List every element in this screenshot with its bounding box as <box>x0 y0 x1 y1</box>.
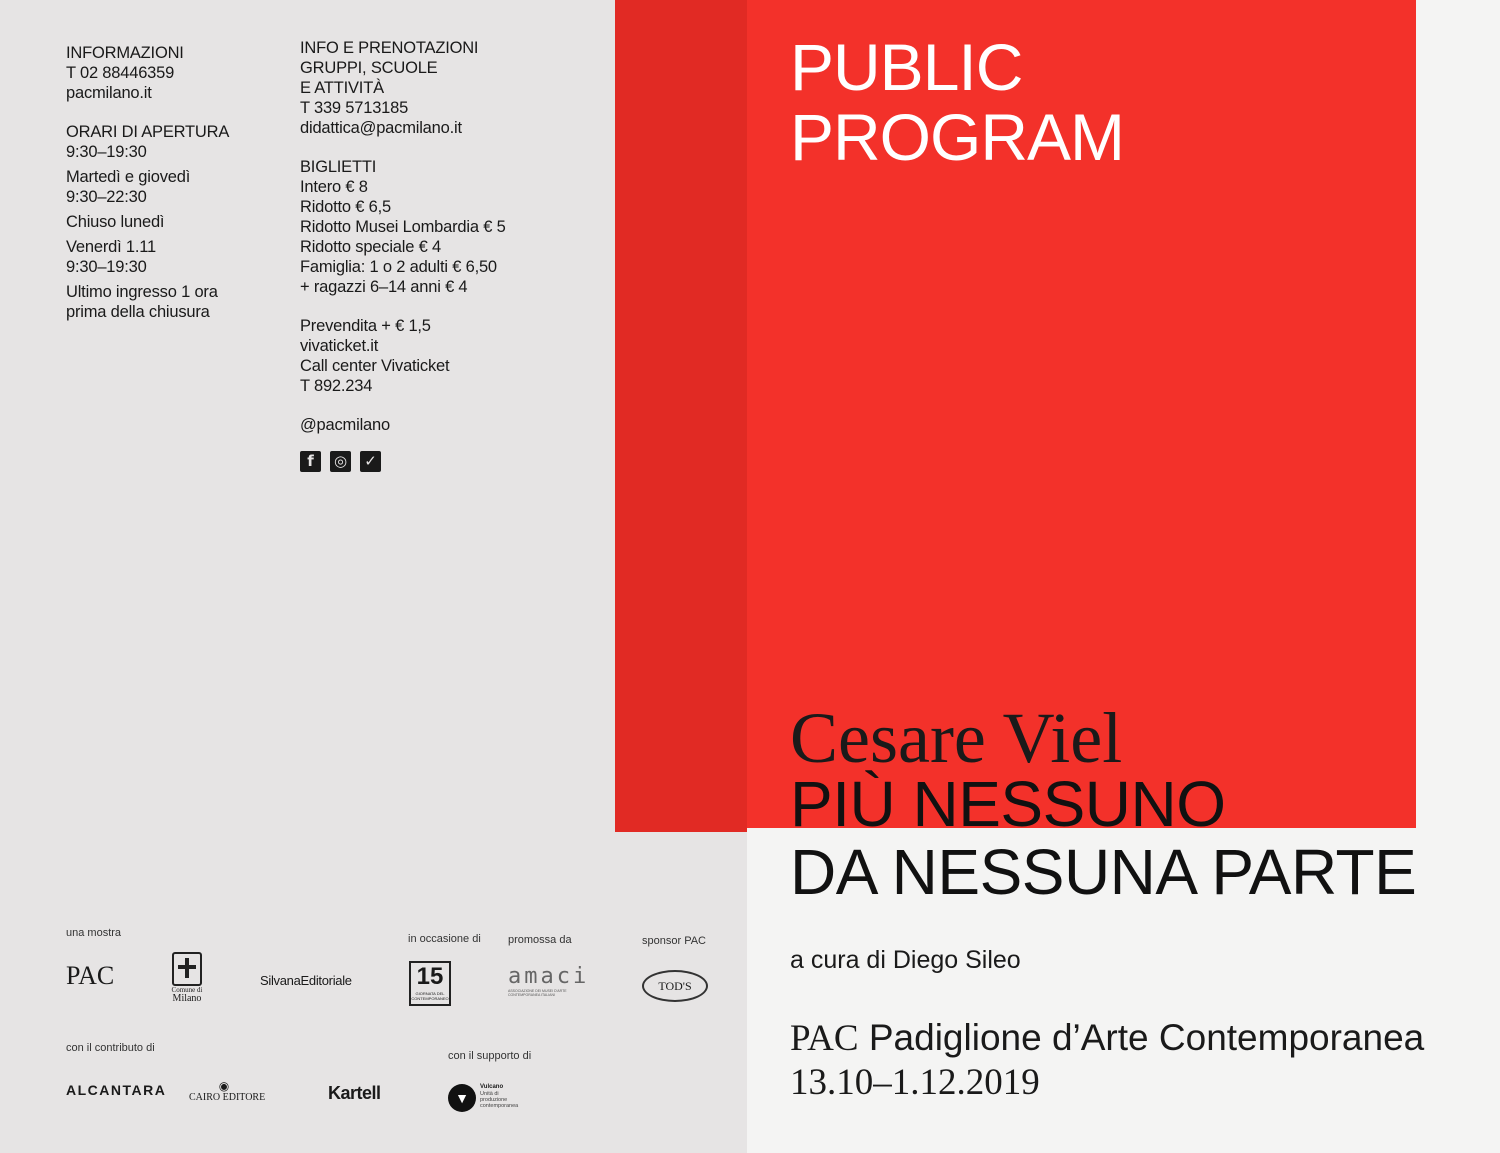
ticket-kids: + ragazzi 6–14 anni € 4 <box>300 278 468 296</box>
comune-crest-icon <box>172 952 202 986</box>
title-line-2: PROGRAM <box>790 100 1125 174</box>
exhibition-title-2: DA NESSUNA PARTE <box>790 836 1417 908</box>
title-line-1: PUBLIC <box>790 30 1023 104</box>
amaci-logo <box>508 964 590 997</box>
special-hours: 9:30–19:30 <box>66 258 147 276</box>
call-center: Call center Vivaticket <box>300 357 450 375</box>
vulcano-sub: Unità di produzione contemporanea <box>480 1091 519 1109</box>
red-fold-flap <box>615 0 747 832</box>
alcantara-logo: ALCANTARA <box>66 1082 167 1098</box>
ticket-lombardia: Ridotto Musei Lombardia € 5 <box>300 218 506 236</box>
booking-phone: T 339 5713185 <box>300 99 409 117</box>
booking-heading-1: INFO E PRENOTAZIONI <box>300 39 479 57</box>
exhibition-title <box>790 770 1416 906</box>
hours-late-days: Martedì e giovedì <box>66 168 191 186</box>
credit-sponsor: sponsor PAC <box>642 935 706 947</box>
ticket-special: Ridotto speciale € 4 <box>300 238 441 256</box>
social-icons <box>300 451 381 472</box>
hours-late-time: 9:30–22:30 <box>66 188 147 206</box>
last-entry-a: Ultimo ingresso 1 ora <box>66 283 218 301</box>
booking-heading-2: GRUPPI, SCUOLE <box>300 59 438 77</box>
info-heading: INFORMAZIONI <box>66 44 184 62</box>
amaci-sub: ASSOCIAZIONE DEI MUSEI D'ARTE CONTEMPORANEA ITALIANI <box>508 989 567 997</box>
cairo-logo <box>189 1079 266 1104</box>
twitter-icon: ✓ <box>360 451 381 472</box>
credit-contributo: con il contributo di <box>66 1042 155 1054</box>
credit-supporto: con il supporto di <box>448 1050 532 1062</box>
tickets-heading: BIGLIETTI <box>300 158 377 176</box>
exhibition-dates: 13.10–1.12.2019 <box>790 1062 1040 1103</box>
booking-column <box>300 38 506 435</box>
exhibition-title-1: PIÙ NESSUNO <box>790 768 1226 840</box>
ticket-family: Famiglia: 1 o 2 adulti € 6,50 <box>300 258 497 276</box>
giornata-number: 15 <box>416 963 444 990</box>
amaci-mark: amaci <box>508 964 590 989</box>
pac-logo: PAC <box>66 961 115 990</box>
closed-day: Chiuso lunedì <box>66 213 165 231</box>
giornata-logo <box>409 961 451 1006</box>
tods-logo: TOD'S <box>642 970 708 1002</box>
call-center-phone: T 892.234 <box>300 377 373 395</box>
giornata-sub: GIORNATA DEL CONTEMPORANEO <box>411 991 449 1001</box>
credit-in-occasione: in occasione di <box>408 933 481 945</box>
kartell-logo: Kartell <box>328 1083 381 1103</box>
curator-line: a cura di Diego Sileo <box>790 946 1021 974</box>
comune-milano-logo <box>170 952 204 1004</box>
special-day: Venerdì 1.11 <box>66 238 156 256</box>
facebook-icon: f <box>300 451 321 472</box>
ticket-reduced: Ridotto € 6,5 <box>300 198 391 216</box>
venue-block <box>790 1016 1424 1105</box>
credit-promossa: promossa da <box>508 934 572 946</box>
booking-heading-3: E ATTIVITÀ <box>300 79 384 97</box>
cairo-label: CAIRO EDITORE <box>189 1092 266 1103</box>
social-handle: @pacmilano <box>300 416 390 434</box>
public-program-title <box>790 32 1124 172</box>
artist-name: Cesare Viel <box>790 698 1123 778</box>
booking-email: didattica@pacmilano.it <box>300 119 462 137</box>
instagram-icon: ◎ <box>330 451 351 472</box>
comune-label-b: Milano <box>172 993 202 1004</box>
comune-label-a: Comune di <box>171 986 203 994</box>
venue-line <box>790 1016 1424 1061</box>
cairo-eye-icon: ◉ <box>218 1079 230 1093</box>
hours-heading: ORARI DI APERTURA <box>66 123 230 141</box>
venue-name: Padiglione d’Arte Contemporanea <box>868 1017 1425 1058</box>
silvana-logo: SilvanaEditoriale <box>260 973 352 988</box>
hours-weekday: 9:30–19:30 <box>66 143 147 161</box>
vulcano-icon: ▼ <box>448 1084 476 1112</box>
info-column <box>66 43 229 322</box>
info-phone: T 02 88446359 <box>66 64 175 82</box>
last-entry-b: prima della chiusura <box>66 303 210 321</box>
vivaticket-site: vivaticket.it <box>300 337 379 355</box>
presale: Prevendita + € 1,5 <box>300 317 431 335</box>
vulcano-name: Vulcano <box>480 1084 504 1090</box>
ticket-full: Intero € 8 <box>300 178 368 196</box>
info-site: pacmilano.it <box>66 84 152 102</box>
venue-pac: PAC <box>790 1018 859 1059</box>
credit-una-mostra: una mostra <box>66 927 122 939</box>
